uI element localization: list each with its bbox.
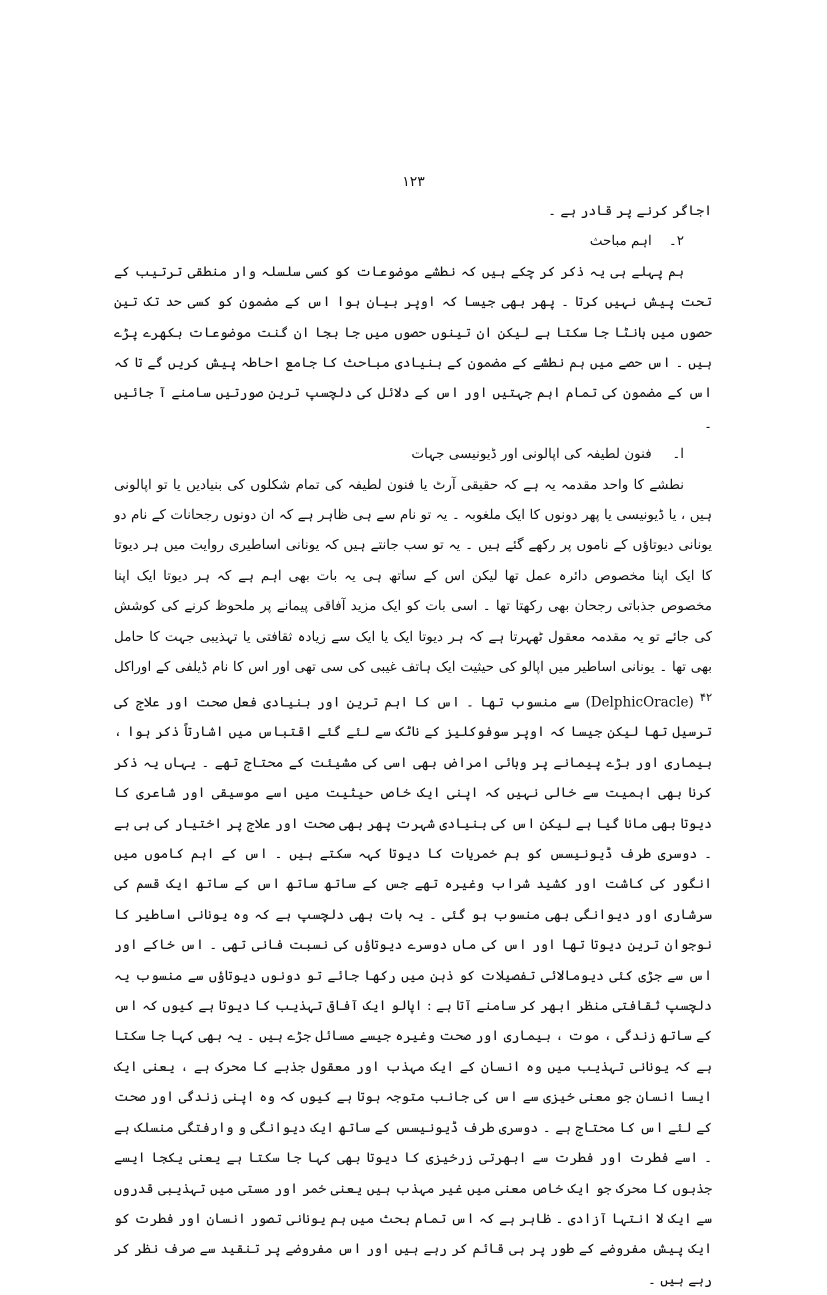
paragraph-main-text-b: سے منسوب تھا ۔ اس کا اہم ترین اور بنیادی فعل صحت اور علاج کی ترسیل تھا لیکن جیسا کہ اوپر سوفوکلیز کے ناٹک سے لئے گئے اقتباس میں اشارتاً ذکر ہوا ، بیماری اور بڑے پیمانے پر وبائی امراض بھی اسی کی مشیئت کے محتاج تھے ۔ یہاں یہ ذکر کرنا بھی اہمیت سے خالی نہیں کہ اپنی ایک خاص حیثیت میں اسے موسیقی اور شاعری کا دیوتا بھی مانا گیا ہے لیکن اس کی بنیادی شہرت پھر بھی صحت اور علاج پر اختیار کی ہی ہے ۔ دوسری طرف ڈیونیسس کو ہم خمریات کا دیوتا کہہ سکتے ہیں ۔ اس کے اہم کاموں میں انگور کی کاشت اور کشید شراب وغیرہ تھے جس کے ساتھ ساتھ اس کے ساتھ ایک قسم کی سرشاری اور دیوانگی بھی منسوب ہو گئی ۔ یہ بات بھی دلچسپ ہے کہ وہ یونانی اساطیر کا نوجوان ترین دیوتا تھا اور اس کی ماں دوسرے دیوتاؤں کی نسبت فانی تھی ۔ اس خاکے اور اس سے جڑی کئی دیومالائی تفصیلات کو ذہن میں رکھا جائے تو دونوں دیوتاؤں سے منسوب یہ دلچسپ ثقافتی منظر ابھر کر سامنے آتا ہے : اپالو ایک آفاقی تہذیب کا دیوتا ہے کیوں کہ اس کے ساتھ زندگی ، موت ، بیماری اور صحت وغیرہ جیسے مسائل جڑے ہیں ۔ یہ بھی کہا جا سکتا ہے کہ یونانی تہذیب میں وہ انسان کے ایک مہذب اور معقول جذبے کا محرک ہے ، یعنی ایک ایسا انسان جو معنی خیزی سے اس کی جانب متوجہ ہوتا ہے کیوں کہ وہ اپنی زندگی اور صحت کے لئے اس کا محتاج ہے ۔ دوسری طرف ڈیونیسس کے ساتھ ایک دیوانگی و وارفتگی منسلک ہے ۔ اسے فطرت اور فطرت سے ابھرتی زرخیزی کا دیوتا بھی کہا جا سکتا ہے یعنی یکجا ایسے جذبوں کا محرک جو ایک خاص معنی میں غیر مہذب ہیں یعنی خمر اور مستی میں تہذیبی قدروں سے ایک لا انتہا آزادی ۔ ظاہر ہے کہ اس تمام بحث میں ہم یونانی تصور انسان اور فطرت کو ایک پیش مفروضے کے طور پر ہی قائم کر رہے ہیں اور اس مفروضے پر تنقید سے صرف نظر کر رہے ہیں ۔ xyxy=(114,694,712,1288)
section-heading-2 xyxy=(114,226,712,256)
page-content xyxy=(114,196,712,1295)
subsection-number: ا۔ xyxy=(672,446,684,463)
section-title: اہم مباحث xyxy=(589,233,652,250)
paragraph-continuation: اجاگر کرنے پر قادر ہے ۔ xyxy=(548,203,712,219)
footnote-marker: ۴۲ xyxy=(699,690,713,704)
page-number: ۱۲۳ xyxy=(402,174,425,190)
latin-term: (DelphicOracle) xyxy=(585,694,694,710)
subsection-title: فنون لطیفہ کی اپالونی اور ڈیونیسی جہات xyxy=(411,446,652,463)
paragraph-main-text-a: نطشے کا واحد مقدمہ یہ ہے کہ حقیقی آرٹ یا فنون لطیفہ کی تمام شکلوں کی بنیادیں یا تو اپالونی ہیں ، یا ڈیونیسی یا پھر دونوں کا ایک ملغوبہ ۔ یہ تو نام سے ہی ظاہر ہے کہ ان دونوں رجحانات کے نام دو یونانی دیوتاؤں کے ناموں پر رکھے گئے ہیں ۔ یہ تو سب جانتے ہیں کہ یونانی اساطیری روایت میں ہر دیوتا کا ایک اپنا مخصوص دائرہ عمل تھا لیکن اس کے ساتھ ہی یہ بات بھی اہم ہے کہ ہر دیوتا ایک اپنا مخصوص جذباتی رجحان بھی رکھتا تھا ۔ اسی بات کو ایک مزید آفاقی پیمانے پر ملحوظ کرنے کی کوشش کی جائے تو یہ مقدمہ معقول ٹھہرتا ہے کہ ہر دیوتا ایک یا ایک سے زیادہ ثقافتی یا تہذیبی جہت کا حامل بھی تھا ۔ یونانی اساطیر میں اپالو کی حیثیت ایک ہاتف غیبی کی سی تھی اور اس کا نام ڈیلفی کے اوراکل xyxy=(114,476,712,676)
subsection-heading-1 xyxy=(114,439,712,469)
paragraph-main xyxy=(114,470,712,1295)
section-number: ۲۔ xyxy=(668,233,684,250)
paragraph-intro: ہم پہلے ہی یہ ذکر کر چکے ہیں کہ نطشے موضوعات کو کسی سلسلہ وار منطقی ترتیب کے تحت پیش نہیں کرتا ۔ پھر بھی جیسا کہ اوپر بیان ہوا اس کے مضمون کو کسی حد تک تین حصوں میں بانٹا جا سکتا ہے لیکن ان تینوں حصوں میں جا بجا ان گنت موضوعات بکھرے پڑے ہیں ۔ اس حصے میں ہم نطشے کے مضمون کے بنیادی مباحث کا جامع احاطہ پیش کریں گے تا کہ اس کے مضمون کی تمام اہم جہتیں اور اس کے دلائل کی دلچسپ ترین صورتیں سامنے آ جائیں ۔ xyxy=(114,263,712,432)
